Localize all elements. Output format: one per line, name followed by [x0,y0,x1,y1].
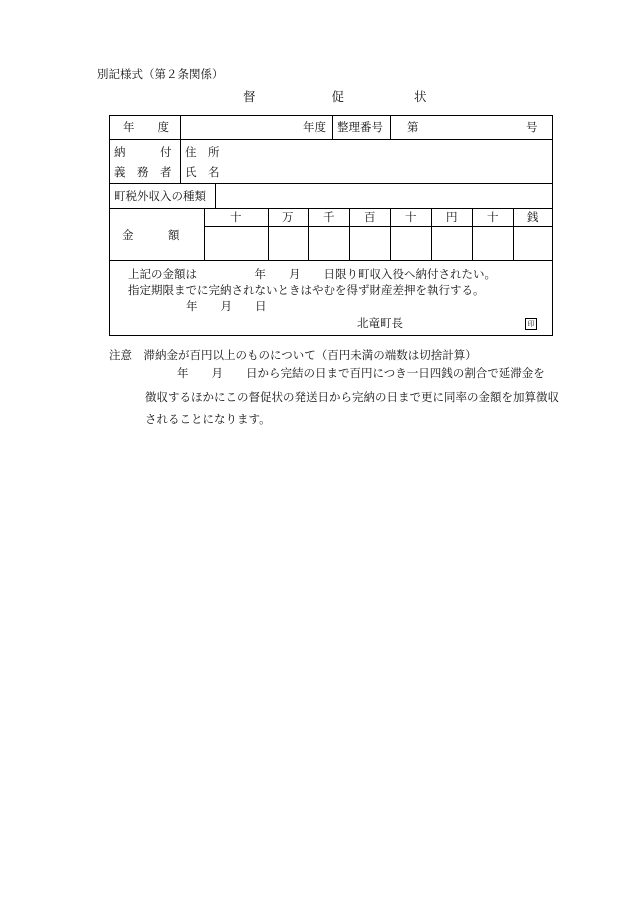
payer-label-top: 納 付 [114,145,172,159]
divider [268,208,269,260]
seal-mark: 印 [525,318,537,330]
year-suffix: 年度 [303,120,326,134]
divider [204,208,205,260]
document-title [243,87,427,105]
digit-juu-1: 十 [230,210,242,224]
notice-form [109,115,553,336]
divider [431,208,432,260]
divider [332,116,333,139]
divider [349,208,350,260]
digit-juu-2: 十 [405,210,417,224]
divider [180,116,181,139]
title-char-2: 促 [331,89,345,104]
divider [390,208,391,260]
divider [110,260,552,261]
notice-date: 年 月 日 [186,299,267,313]
divider [204,226,552,227]
income-kind-label: 町税外収入の種類 [114,189,206,203]
divider [110,208,552,209]
dai-label: 第 [407,120,419,134]
note-line-2: 年 月 日から完結の日まで百円につき一日四銭の割合で延滞金を [177,366,545,380]
seiri-number-label: 整理番号 [337,120,383,134]
divider [215,183,216,208]
style-label: 別記様式（第２条関係） [97,67,224,81]
address-label: 住 所 [185,145,220,159]
notice-line-1: 上記の金額は 年 月 日限り町収入役へ納付されたい。 [128,267,496,281]
digit-man: 万 [282,210,294,224]
payer-label-bottom: 義 務 者 [114,165,172,179]
divider [180,139,181,183]
issuer-name: 北竜町長 [357,316,403,330]
go-label: 号 [526,120,538,134]
title-char-3: 状 [414,89,427,104]
divider [110,139,552,140]
digit-hyaku: 百 [364,210,376,224]
notice-line-2: 指定期限までに完納されないときはやむを得ず財産差押を執行する。 [128,283,485,297]
title-char-1: 督 [243,89,256,104]
note-line-1: 注意 滞納金が百円以上のものについて（百円未満の端数は切捨計算） [109,348,477,362]
divider [390,116,391,139]
divider [472,208,473,260]
digit-juu-3: 十 [487,210,499,224]
digit-en: 円 [446,210,458,224]
divider [308,208,309,260]
name-label: 氏 名 [185,165,220,179]
note-line-4: されることになります。 [145,412,271,426]
note-line-3: 徴収するほかにこの督促状の発送日から完納の日まで更に同率の金額を加算徴収 [145,390,559,404]
digit-sen: 千 [323,210,335,224]
digit-sen-coin: 銭 [527,210,539,224]
year-label: 年 度 [123,120,169,134]
divider [110,183,552,184]
divider [513,208,514,260]
amount-label: 金 額 [122,228,180,242]
